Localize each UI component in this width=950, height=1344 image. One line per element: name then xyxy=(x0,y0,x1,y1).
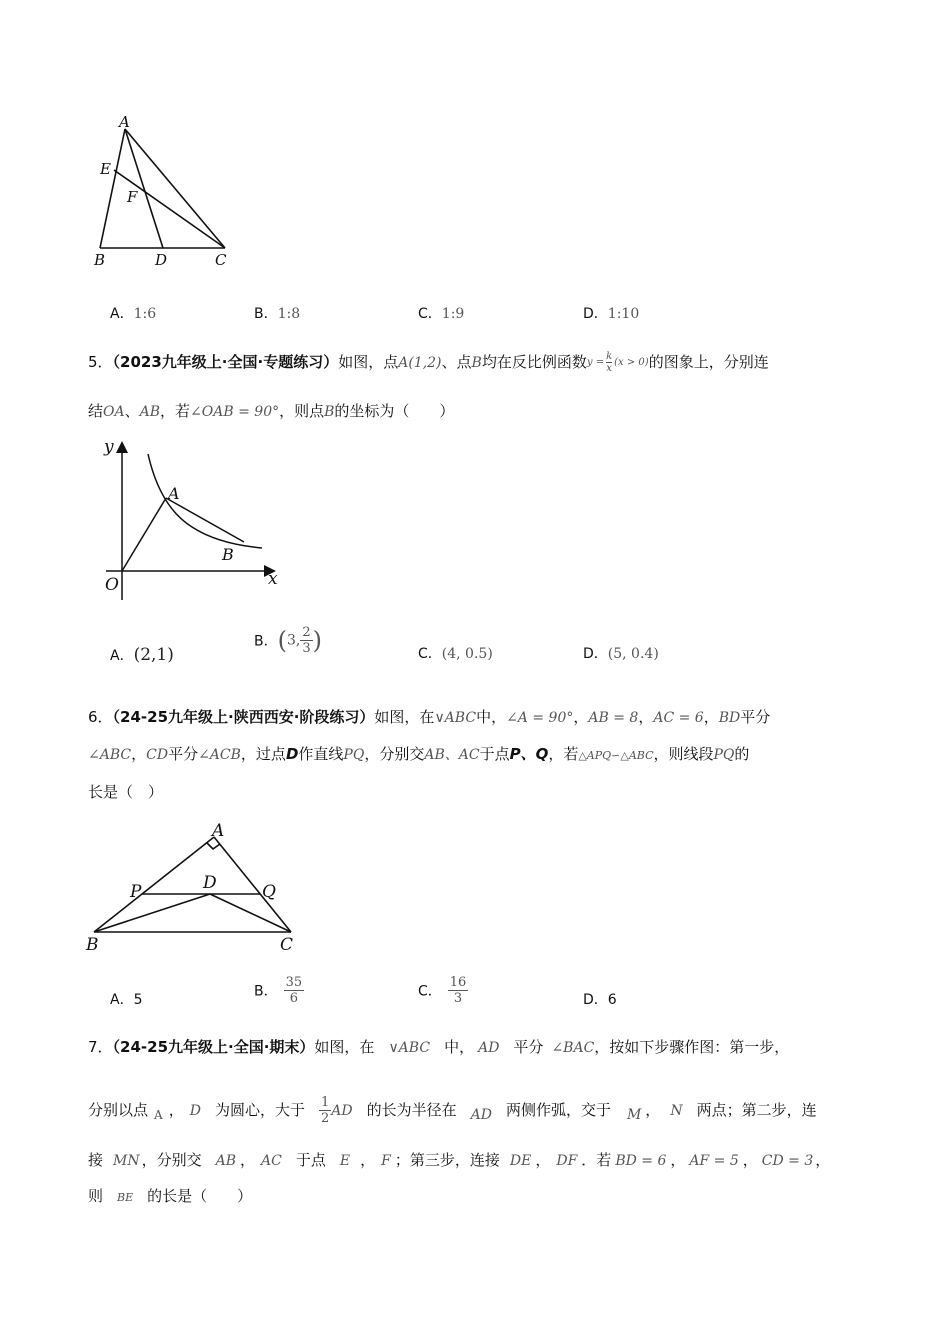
frac-den: 3 xyxy=(302,641,311,656)
fraction-half xyxy=(319,1095,331,1126)
text: ， xyxy=(703,708,719,726)
option-value: 5 xyxy=(133,992,143,1008)
text: ，则线段 xyxy=(653,745,714,763)
q6-option-d[interactable] xyxy=(583,989,617,1009)
segment-ac: AC = 6 xyxy=(653,710,704,726)
q4-option-c[interactable] xyxy=(418,303,464,323)
question-source: （2023九年级上·全国·专题练习） xyxy=(112,353,339,371)
fraction xyxy=(448,975,469,1006)
q6-triangle-figure xyxy=(82,818,307,958)
point-b: B xyxy=(324,404,335,420)
q7-line-3 xyxy=(88,1146,878,1175)
question-source: （24-25九年级上·全国·期末） xyxy=(112,1038,315,1056)
segments-ab-ac: AB、AC xyxy=(424,747,480,763)
segment-ab: AB xyxy=(139,404,161,420)
question-source: （24-25九年级上·陕西西安·阶段练习） xyxy=(112,708,375,726)
text: 的长为半径在 xyxy=(366,1101,457,1119)
option-letter: A． xyxy=(110,648,134,664)
label-C: C xyxy=(215,251,227,269)
text: 、 xyxy=(124,402,140,420)
text: 如图，在 xyxy=(314,1038,375,1056)
point-a: A xyxy=(154,1108,163,1122)
q5-option-d[interactable] xyxy=(583,643,659,663)
label-F: F xyxy=(127,188,138,206)
label-D: D xyxy=(203,873,217,893)
text: ，若 xyxy=(548,745,579,763)
option-letter: B． xyxy=(254,983,278,1000)
option-value: 1:6 xyxy=(133,306,157,322)
option-letter: C． xyxy=(418,646,442,662)
text: 为圆心，大于 xyxy=(214,1101,305,1119)
point-d: D xyxy=(285,745,299,763)
label-B: B xyxy=(94,251,106,269)
line-pq: PQ xyxy=(343,747,365,763)
triangle-abc: ∨ABC xyxy=(388,1040,431,1056)
point-m: M xyxy=(626,1107,642,1123)
text: 中， xyxy=(476,708,507,726)
frac-num: 2 xyxy=(302,625,311,640)
text: 平分 xyxy=(740,708,771,726)
option-value: (2,1) xyxy=(133,645,174,665)
option-letter: A． xyxy=(110,306,134,322)
point-f: F xyxy=(381,1153,391,1169)
q6-line-1 xyxy=(88,703,878,732)
text: 、点 xyxy=(441,353,472,371)
axis-x-label: x xyxy=(268,569,278,589)
text: ， xyxy=(131,745,147,763)
fraction xyxy=(284,975,305,1006)
text: ．若 xyxy=(581,1151,612,1169)
point-a: A(1,2) xyxy=(398,355,442,371)
text: ，分别交 xyxy=(141,1151,202,1169)
frac-den: 6 xyxy=(289,991,299,1006)
text: 接 xyxy=(88,1151,104,1169)
option-letter: D． xyxy=(583,646,608,662)
segment-ac: AC xyxy=(261,1153,282,1169)
q4-triangle-figure xyxy=(88,112,248,272)
angle-bac: ∠BAC xyxy=(551,1040,595,1056)
text: 两点；第二步，连 xyxy=(696,1101,817,1119)
angle-a: ∠A = 90° xyxy=(506,710,574,726)
point-n: N xyxy=(670,1103,683,1119)
fraction xyxy=(300,625,312,656)
text: 平分 xyxy=(513,1038,544,1056)
option-letter: B． xyxy=(254,633,278,650)
option-value: (4, 0.5) xyxy=(441,646,493,662)
length-bd: BD = 6 xyxy=(615,1153,667,1169)
question-number: 5． xyxy=(88,353,113,371)
q5-hyperbola-figure xyxy=(88,432,288,610)
text: 的坐标为（ ） xyxy=(334,402,455,420)
segment-ab: AB xyxy=(215,1153,237,1169)
text: ， xyxy=(535,1151,551,1169)
segment-ad: AD xyxy=(470,1107,492,1123)
function-formula xyxy=(587,351,649,374)
segment-df: DF xyxy=(556,1153,578,1169)
text: 中， xyxy=(444,1038,475,1056)
length-af: AF = 5 xyxy=(689,1153,739,1169)
frac-num: k xyxy=(606,351,613,362)
option-letter: D． xyxy=(583,992,608,1008)
option-letter: D． xyxy=(583,306,608,322)
point-b: B xyxy=(471,355,482,371)
option-value-part: 3, xyxy=(286,632,301,649)
option-value: ( xyxy=(277,626,287,655)
point-e: E xyxy=(339,1153,351,1169)
frac-den: 2 xyxy=(320,1111,330,1126)
triangle-abc: ∨ABC xyxy=(434,710,477,726)
segment-bd: BD xyxy=(718,710,741,726)
label-C: C xyxy=(280,935,294,955)
q5-line-2 xyxy=(88,397,878,426)
text: 长是（ ） xyxy=(88,783,164,801)
text: 如图，在 xyxy=(374,708,435,726)
text: ， xyxy=(240,1151,256,1169)
segment-de: DE xyxy=(509,1153,532,1169)
text: ，按如下步骤作图：第一步， xyxy=(594,1038,790,1056)
q7-line-4 xyxy=(88,1182,878,1212)
axis-y-label: y xyxy=(104,437,114,457)
option-letter: C． xyxy=(418,306,442,322)
option-letter: A． xyxy=(110,992,134,1008)
segment-ad: AD xyxy=(331,1103,353,1119)
segment-cd: CD xyxy=(146,747,169,763)
q7-line-1 xyxy=(88,1033,878,1062)
segment-ab: AB = 8 xyxy=(588,710,639,726)
option-value: (5, 0.4) xyxy=(607,646,659,662)
text: ， xyxy=(638,708,654,726)
text: 的图象上，分别连 xyxy=(648,353,769,371)
points-p-q: P、Q xyxy=(509,745,549,763)
text: (x > 0) xyxy=(614,357,649,368)
label-A: A xyxy=(212,821,225,841)
point-d: D xyxy=(189,1103,201,1119)
option-value: 1:8 xyxy=(277,306,301,322)
q4-option-b[interactable] xyxy=(254,303,300,323)
option-letter: C． xyxy=(418,983,442,1000)
frac-num: 35 xyxy=(285,975,303,990)
angle-oab: ∠OAB = 90° xyxy=(190,404,280,420)
label-Q: Q xyxy=(262,882,276,902)
text: ， xyxy=(168,1101,184,1119)
text: 则 xyxy=(88,1187,104,1205)
question-number: 7． xyxy=(88,1038,113,1056)
length-cd: CD = 3 xyxy=(761,1153,814,1169)
text: 的 xyxy=(734,745,750,763)
frac-den: x xyxy=(606,363,612,374)
text: 于点 xyxy=(295,1151,326,1169)
label-A: A xyxy=(168,484,180,503)
text: 平分 xyxy=(168,745,199,763)
question-number: 6． xyxy=(88,708,113,726)
label-E: E xyxy=(100,160,111,178)
text: 于点 xyxy=(479,745,510,763)
angle-acb: ∠ACB xyxy=(198,747,241,763)
q6-line-2 xyxy=(88,740,878,770)
text: ，若 xyxy=(160,402,191,420)
label-B: B xyxy=(86,935,99,955)
option-value: 1:10 xyxy=(607,306,640,322)
frac-num: 1 xyxy=(320,1095,330,1110)
text: ， xyxy=(360,1151,376,1169)
label-P: P xyxy=(130,882,142,902)
q5-option-a[interactable] xyxy=(110,645,174,665)
q7-line-2 xyxy=(88,1095,878,1129)
q6-option-b[interactable] xyxy=(254,975,304,1006)
frac-num: 16 xyxy=(449,975,467,990)
text: 如图，点 xyxy=(338,353,399,371)
option-value: ) xyxy=(312,626,322,655)
text: 两侧作弧，交于 xyxy=(505,1101,611,1119)
frac-den: 3 xyxy=(453,991,463,1006)
text: ，分别交 xyxy=(364,745,425,763)
text: ；第三步，连接 xyxy=(394,1151,500,1169)
text: 的长是（ ） xyxy=(147,1187,253,1205)
text: 结 xyxy=(88,402,104,420)
label-A: A xyxy=(119,113,130,131)
text: ，则点 xyxy=(279,402,325,420)
similarity-statement: △APQ∽△ABC xyxy=(578,749,654,762)
segment-mn: MN xyxy=(113,1153,140,1169)
q6-option-a[interactable] xyxy=(110,989,143,1009)
text: 作直线 xyxy=(298,745,344,763)
text: ， xyxy=(573,708,589,726)
segment-pq: PQ xyxy=(713,747,735,763)
text: 分别以点 xyxy=(88,1101,149,1119)
q6-line-3 xyxy=(88,778,878,806)
option-letter: B． xyxy=(254,306,278,322)
text: ， xyxy=(815,1151,831,1169)
option-value: 6 xyxy=(607,992,617,1008)
text: ， xyxy=(742,1151,758,1169)
q5-line-1 xyxy=(88,348,878,377)
text: ， xyxy=(670,1151,686,1169)
segment-ad: AD xyxy=(478,1040,500,1056)
segment-oa: OA xyxy=(103,404,125,420)
q4-option-a[interactable] xyxy=(110,303,156,323)
text: 均在反比例函数 xyxy=(481,353,587,371)
label-D: D xyxy=(155,251,168,269)
segment-be: BE xyxy=(117,1191,134,1204)
angle-abc: ∠ABC xyxy=(88,747,132,763)
text: ，过点 xyxy=(240,745,286,763)
text: y = xyxy=(586,357,605,368)
q5-option-b[interactable] xyxy=(254,625,322,656)
q6-option-c[interactable] xyxy=(418,975,468,1006)
label-B: B xyxy=(222,545,234,564)
q4-option-d[interactable] xyxy=(583,303,639,323)
q5-option-c[interactable] xyxy=(418,643,493,663)
text: ， xyxy=(645,1101,661,1119)
option-value: 1:9 xyxy=(441,306,465,322)
label-O: O xyxy=(105,575,119,595)
